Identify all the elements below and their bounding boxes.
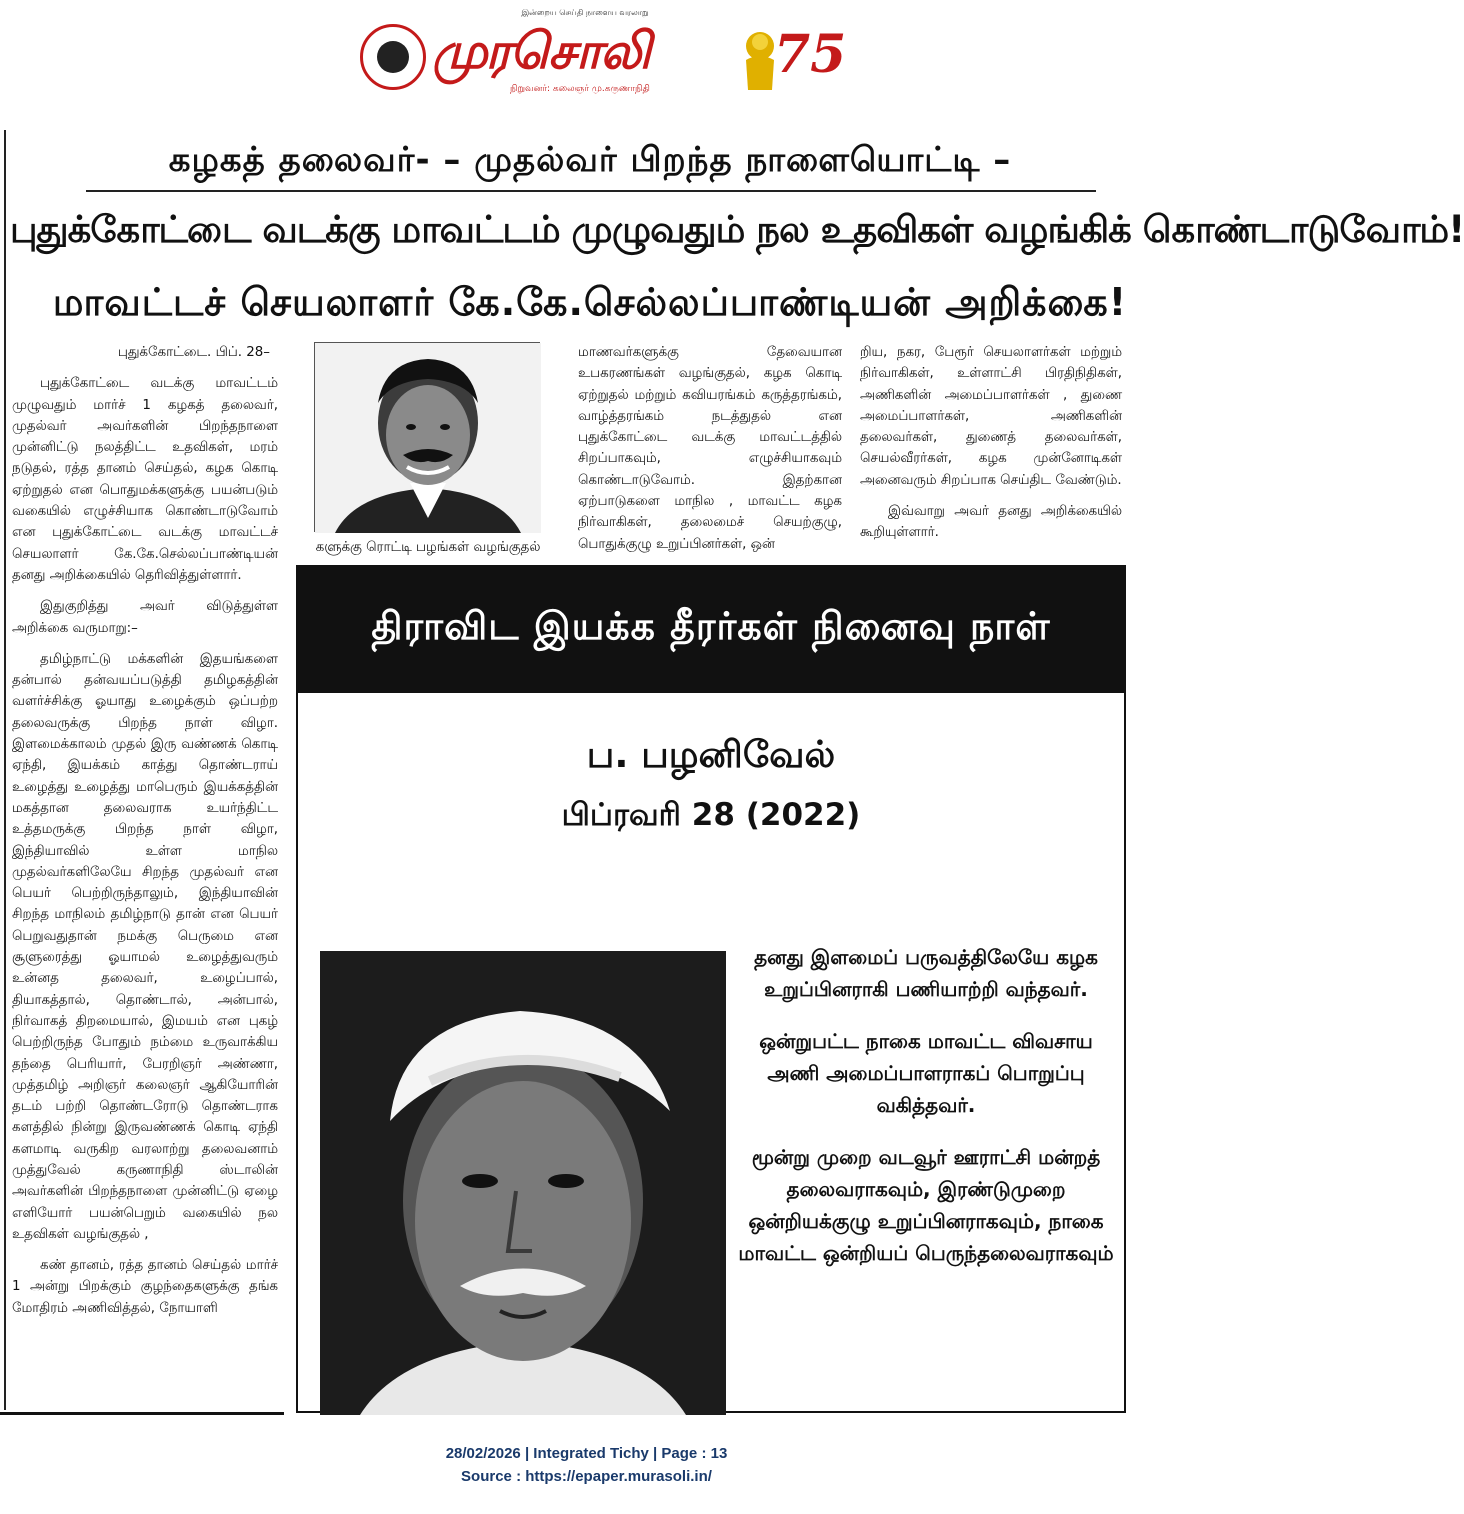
headline-main: புதுக்கோட்டை வடக்கு மாவட்டம் முழுவதும் நல உதவிகள் வழங்கிக் கொண்டாடுவோம்!: [10, 208, 1464, 251]
page-footer: [0, 1442, 1173, 1488]
anniversary-number: 75: [774, 24, 847, 85]
masthead-tagline: இன்றைய செய்தி நாளைய வரலாறு: [521, 8, 649, 17]
article-paragraph: றிய, நகர, பேரூர் செயலாளர்கள் மற்றும் நிர்வாகிகள், உள்ளாட்சி பிரதிநிதிகள், அணிகளின் அமைப்பாளர்கள் , துணை அமைப்பாளர்கள், அணிகளின் தலைவர்கள், துணைத் தலைவர்கள், செயல்வீரர்கள், கழக முன்னோடிகள் அனைவரும் சிறப்பாக செய்திட வேண்டும்.: [860, 345, 1122, 488]
portrait-placeholder-icon: [315, 343, 541, 533]
memorial-title: திராவிட இயக்க தீரர்கள் நினைவு நாள்: [371, 603, 1051, 648]
memorial-bio-paragraph: தனது இளமைப் பருவத்திலேயே கழக உறுப்பினராகி பணியாற்றி வந்தவர்.: [754, 945, 1098, 1001]
article-column-1: [12, 342, 278, 1319]
article-paragraph: இவ்வாறு அவர் தனது அறிக்கையில் கூறியுள்ளார்.: [860, 504, 1122, 541]
photo-caption: களுக்கு ரொட்டி பழங்கள் வழங்குதல்: [315, 540, 541, 555]
footer-source-link[interactable]: Source : https://epaper.murasoli.in/: [461, 1468, 712, 1485]
headline-divider: [86, 190, 1096, 192]
memorial-date: பிப்ரவரி 28 (2022): [561, 797, 861, 833]
memorial-person-name: ப. பழனிவேல்: [586, 733, 836, 776]
masthead-founder-line: நிறுவனர்: கலைஞர் மு.கருணாநிதி: [510, 84, 650, 94]
memorial-box: [296, 565, 1126, 1413]
article-paragraph: புதுக்கோட்டை வடக்கு மாவட்டம் முழுவதும் மார்ச் 1 கழகத் தலைவர், முதல்வர் அவர்களின் பிறந்தநாளை முன்னிட்டு நலத்திட்ட உதவிகள், மரம் நடுதல், ரத்த தானம் செய்தல், கழக கொடி ஏற்றுதல் என பொதுமக்களுக்கு பயன்படும் வகையில் எழுச்சியாக கொண்டாடுவோம் என புதுக்கோட்டை வடக்கு மாவட்டச் செயலாளர் கே.கே.செல்லப்பாண்டியன் தனது அறிக்கையில் தெரிவித்துள்ளார்.: [12, 376, 278, 583]
newspaper-logo-title: முரசொலி: [432, 22, 649, 80]
article-paragraph: தமிழ்நாட்டு மக்களின் இதயங்களை தன்பால் தன்வயப்படுத்தி தமிழகத்தின் வளர்ச்சிக்கு ஓயாது உழைக்கும் ஒப்பற்ற தலைவருக்கு பிறந்த நாள் விழா. இளமைக்காலம் முதல் இரு வண்ணக் கொடி ஏந்தி, இயக்கம் காத்து தொண்டராய் உழைத்து உழைத்து மாபெரும் இயக்கத்தின் மகத்தான தலைவராக உயர்ந்திட்ட உத்தமருக்கு பிறந்த நாள் விழா, இந்தியாவில் உள்ள மாநில முதல்வர்களிலேயே சிறந்த முதல்வர் என பெயர் பெற்றிருந்தாலும், இந்தியாவின் சிறந்த மாநிலம் தமிழ்நாடு தான் என பெயர் பெறுவதுதான் நமக்கு பெருமை என சூளுரைத்து ஓயாமல் உழைத்துவரும் உன்னத தலைவர், உழைப்பால், தியாகத்தால், தொண்டால், அன்பால், நிர்வாகத் திறமையால், இமயம் என புகழ் பெற்றிருந்த போதும் நம்மை உருவாக்கிய தந்தை பெரியார், பேரறிஞர் அண்ணா, முத்தமிழ் அறிஞர் கலைஞர் ஆகியோரின் தடம் பற்றி தொண்டரோடு தொண்டராக களத்தில் நின்று இருவண்ணக் கொடி ஏந்தி களமாடி வருகிற வரலாற்று தலைவனாம் முத்துவேல் கருணாநிதி ஸ்டாலின் அவர்களின் பிறந்தநாளை முன்னிட்டு ஏழை எளியோர் பயன்பெறும் வகையில் நல உதவிகள் வழங்குதல் ,: [12, 651, 278, 1242]
article-column-4: [860, 342, 1122, 544]
article-paragraph: கண் தானம், ரத்த தானம் செய்தல் மார்ச் 1 அன்று பிறக்கும் குழந்தைகளுக்கு தங்க மோதிரம் அணிவித்தல், நோயாளி: [12, 1258, 278, 1316]
headline-sub: மாவட்டச் செயலாளர் கே.கே.செல்லப்பாண்டியன் அறிக்கை!: [52, 280, 1128, 324]
elderly-portrait-icon: [320, 951, 726, 1415]
article-paragraph: மாணவர்களுக்கு தேவையான உபகரணங்கள் வழங்குதல், கழக கொடி ஏற்றுதல் மற்றும் கவியரங்கம் கருத்தரங்கம், வாழ்த்தரங்கம் நடத்துதல் என புதுக்கோட்டை வடக்கு மாவட்டத்தில் சிறப்பாகவும், எழுச்சியாகவும் கொண்டாடுவோம். இதற்கான ஏற்பாடுகளை மாநில , மாவட்ட கழக நிர்வாகிகள், தலைமைச் செயற்குழு, பொதுக்குழு உறுப்பினர்கள், ஒன்: [578, 345, 842, 552]
left-column-rule: [4, 130, 6, 1410]
memorial-portrait-photo: [320, 951, 726, 1415]
article-column-3: [578, 342, 842, 555]
memorial-bio: [738, 941, 1114, 1269]
footer-edition-info: 28/02/2026 | Integrated Tichy | Page : 13: [445, 1445, 728, 1462]
memorial-bio-paragraph: ஒன்றுபட்ட நாகை மாவட்ட விவசாய அணி அமைப்பாளராகப் பொறுப்பு வகித்தவர்.: [759, 1029, 1093, 1117]
masthead: [360, 8, 847, 94]
headline-kicker: கழகத் தலைவர்- – முதல்வர் பிறந்த நாளையொட்டி –: [168, 140, 1012, 180]
party-seal-icon: [360, 24, 426, 90]
memorial-bio-paragraph: மூன்று முறை வடவூர் ஊராட்சி மன்றத் தலைவராகவும், இரண்டுமுறை ஒன்றியக்குழு உறுப்பினராகவும், நாகை மாவட்ட ஒன்றியப் பெருந்தலைவராகவும்: [738, 1145, 1114, 1265]
anniversary-75-emblem-icon: [738, 16, 847, 92]
secretary-portrait-photo: [314, 342, 540, 532]
article-dateline: புதுக்கோட்டை. பிப். 28–: [117, 345, 270, 360]
bottom-column-rule: [0, 1412, 284, 1415]
article-paragraph: இதுகுறித்து அவர் விடுத்துள்ள அறிக்கை வருமாறு:–: [12, 599, 278, 636]
